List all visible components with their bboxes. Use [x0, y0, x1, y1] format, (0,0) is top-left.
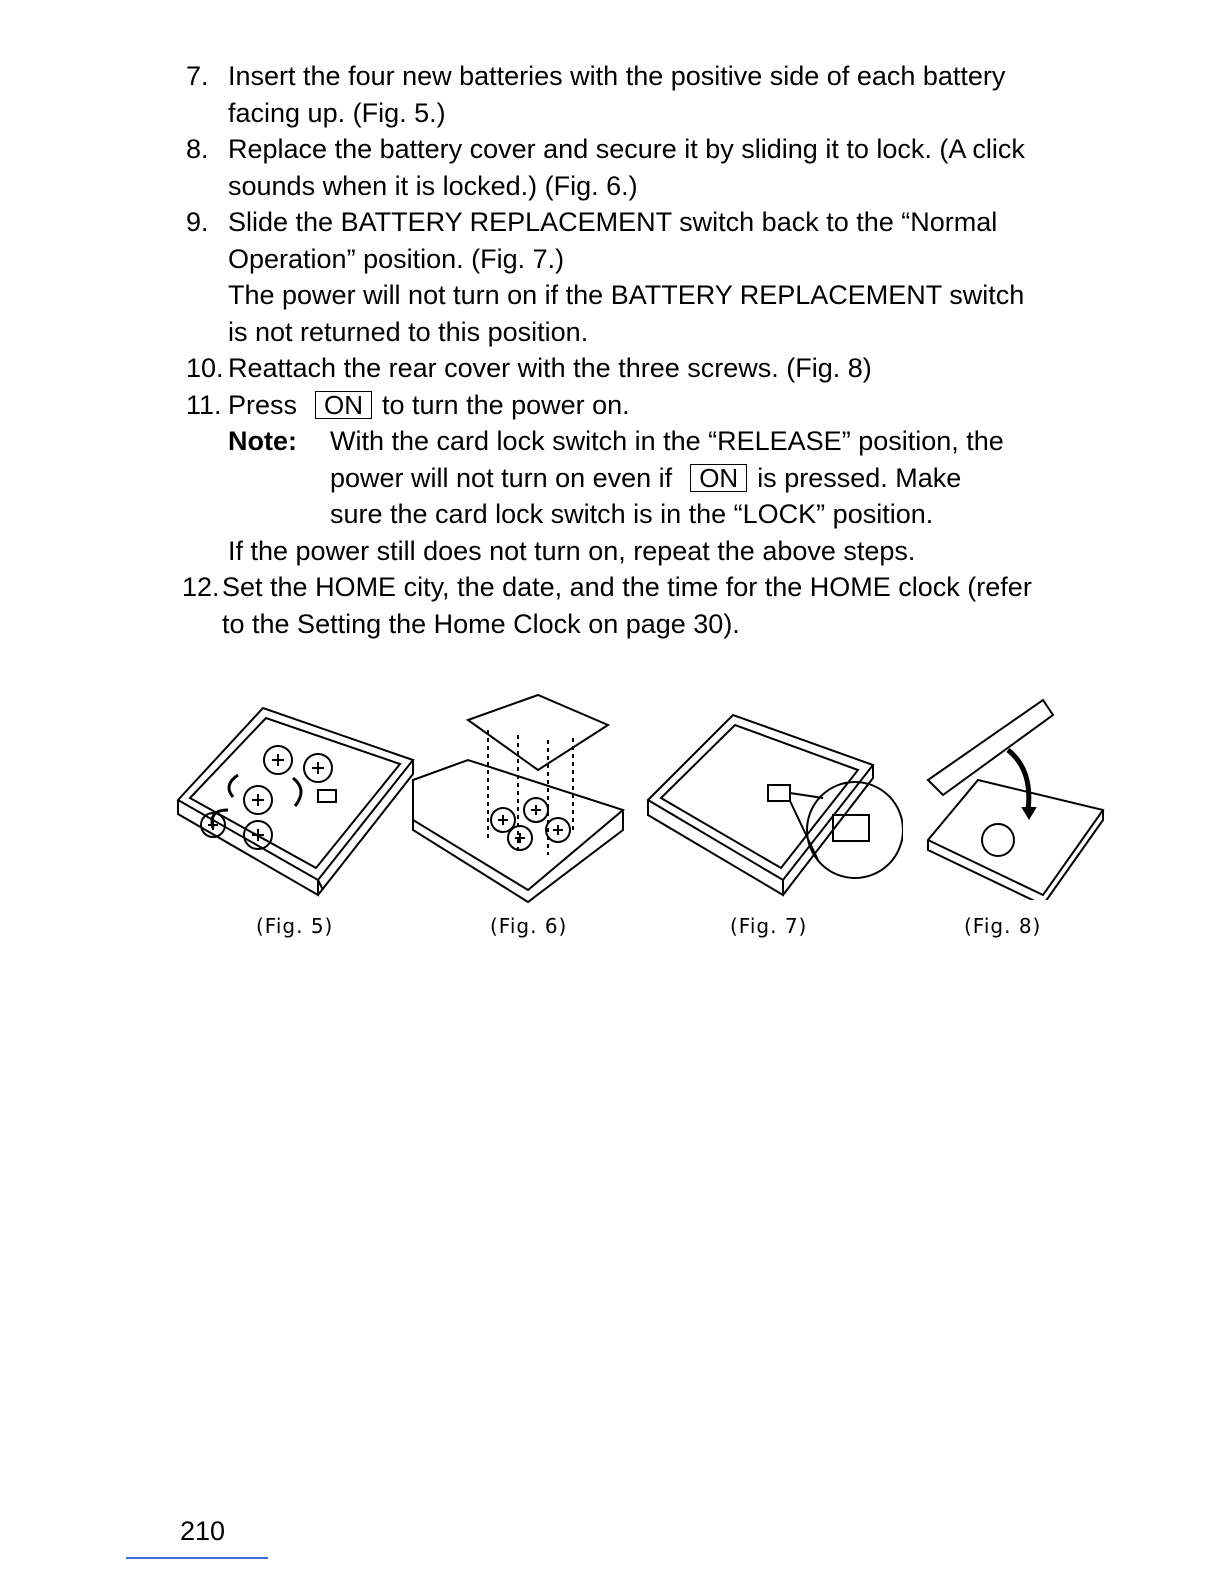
note-line: sure the card lock switch is in the “LOCK” position.	[330, 499, 934, 529]
step-8	[186, 131, 1086, 204]
on-key-label: ON	[315, 391, 372, 419]
step-number: 8.	[186, 134, 209, 164]
step-line: sounds when it is locked.) (Fig. 6.)	[228, 170, 638, 201]
step-line: Set the HOME city, the date, and the time for the HOME clock (refer	[222, 572, 1032, 602]
step-text: to turn the power on.	[382, 389, 630, 420]
step-line: Slide the BATTERY REPLACEMENT switch back to the “Normal	[228, 207, 998, 237]
note-label: Note:	[228, 426, 297, 456]
figure-row	[168, 690, 1108, 950]
step-12	[182, 569, 1086, 642]
fig5-battery-insertion-illustration	[168, 690, 418, 900]
step-number: 10.	[186, 353, 224, 383]
on-key-label: ON	[690, 464, 747, 492]
step-line: The power will not turn on if the BATTERY REPLACEMENT switch	[228, 280, 1025, 310]
step-line: If the power still does not turn on, repeat the above steps.	[228, 535, 916, 566]
note-block	[228, 423, 1086, 533]
fig6-caption: (Fig. 6)	[490, 914, 568, 938]
note-text: power will not turn on even if	[330, 462, 673, 493]
step-number: 9.	[186, 207, 209, 237]
step-line: to the Setting the Home Clock on page 30).	[222, 608, 740, 639]
step-number: 12.	[182, 572, 220, 602]
fig8-rear-cover-illustration	[923, 690, 1108, 900]
step-line: facing up. (Fig. 5.)	[228, 97, 446, 128]
fig7-caption: (Fig. 7)	[730, 914, 808, 938]
fig8-caption: (Fig. 8)	[964, 914, 1042, 938]
fig7-replacement-switch-illustration	[643, 690, 903, 900]
fig6-battery-cover-illustration	[408, 690, 638, 905]
step-line	[228, 387, 1086, 424]
instruction-steps	[182, 58, 1086, 642]
step-number: 11.	[186, 389, 222, 420]
step-line: Reattach the rear cover with the three screws. (Fig. 8)	[228, 353, 872, 383]
step-line: Insert the four new batteries with the positive side of each battery	[228, 61, 1006, 91]
note-line: With the card lock switch in the “RELEASE” position, the	[330, 426, 1004, 456]
step-line: Replace the battery cover and secure it by sliding it to lock. (A click	[228, 134, 1025, 164]
fig5-caption: (Fig. 5)	[256, 914, 334, 938]
note-line	[330, 460, 1086, 497]
step-text: Press	[228, 389, 298, 420]
step-9	[186, 204, 1086, 350]
step-10	[186, 350, 1086, 387]
footer-rule	[126, 1557, 268, 1559]
after-note	[186, 533, 1086, 570]
step-line: is not returned to this position.	[228, 316, 589, 347]
step-7	[186, 58, 1086, 131]
page-number: 210	[180, 1516, 226, 1546]
step-number: 7.	[186, 61, 209, 91]
note-text: is pressed. Make	[757, 462, 962, 493]
step-line: Operation” position. (Fig. 7.)	[228, 243, 565, 274]
step-11	[186, 387, 1086, 424]
